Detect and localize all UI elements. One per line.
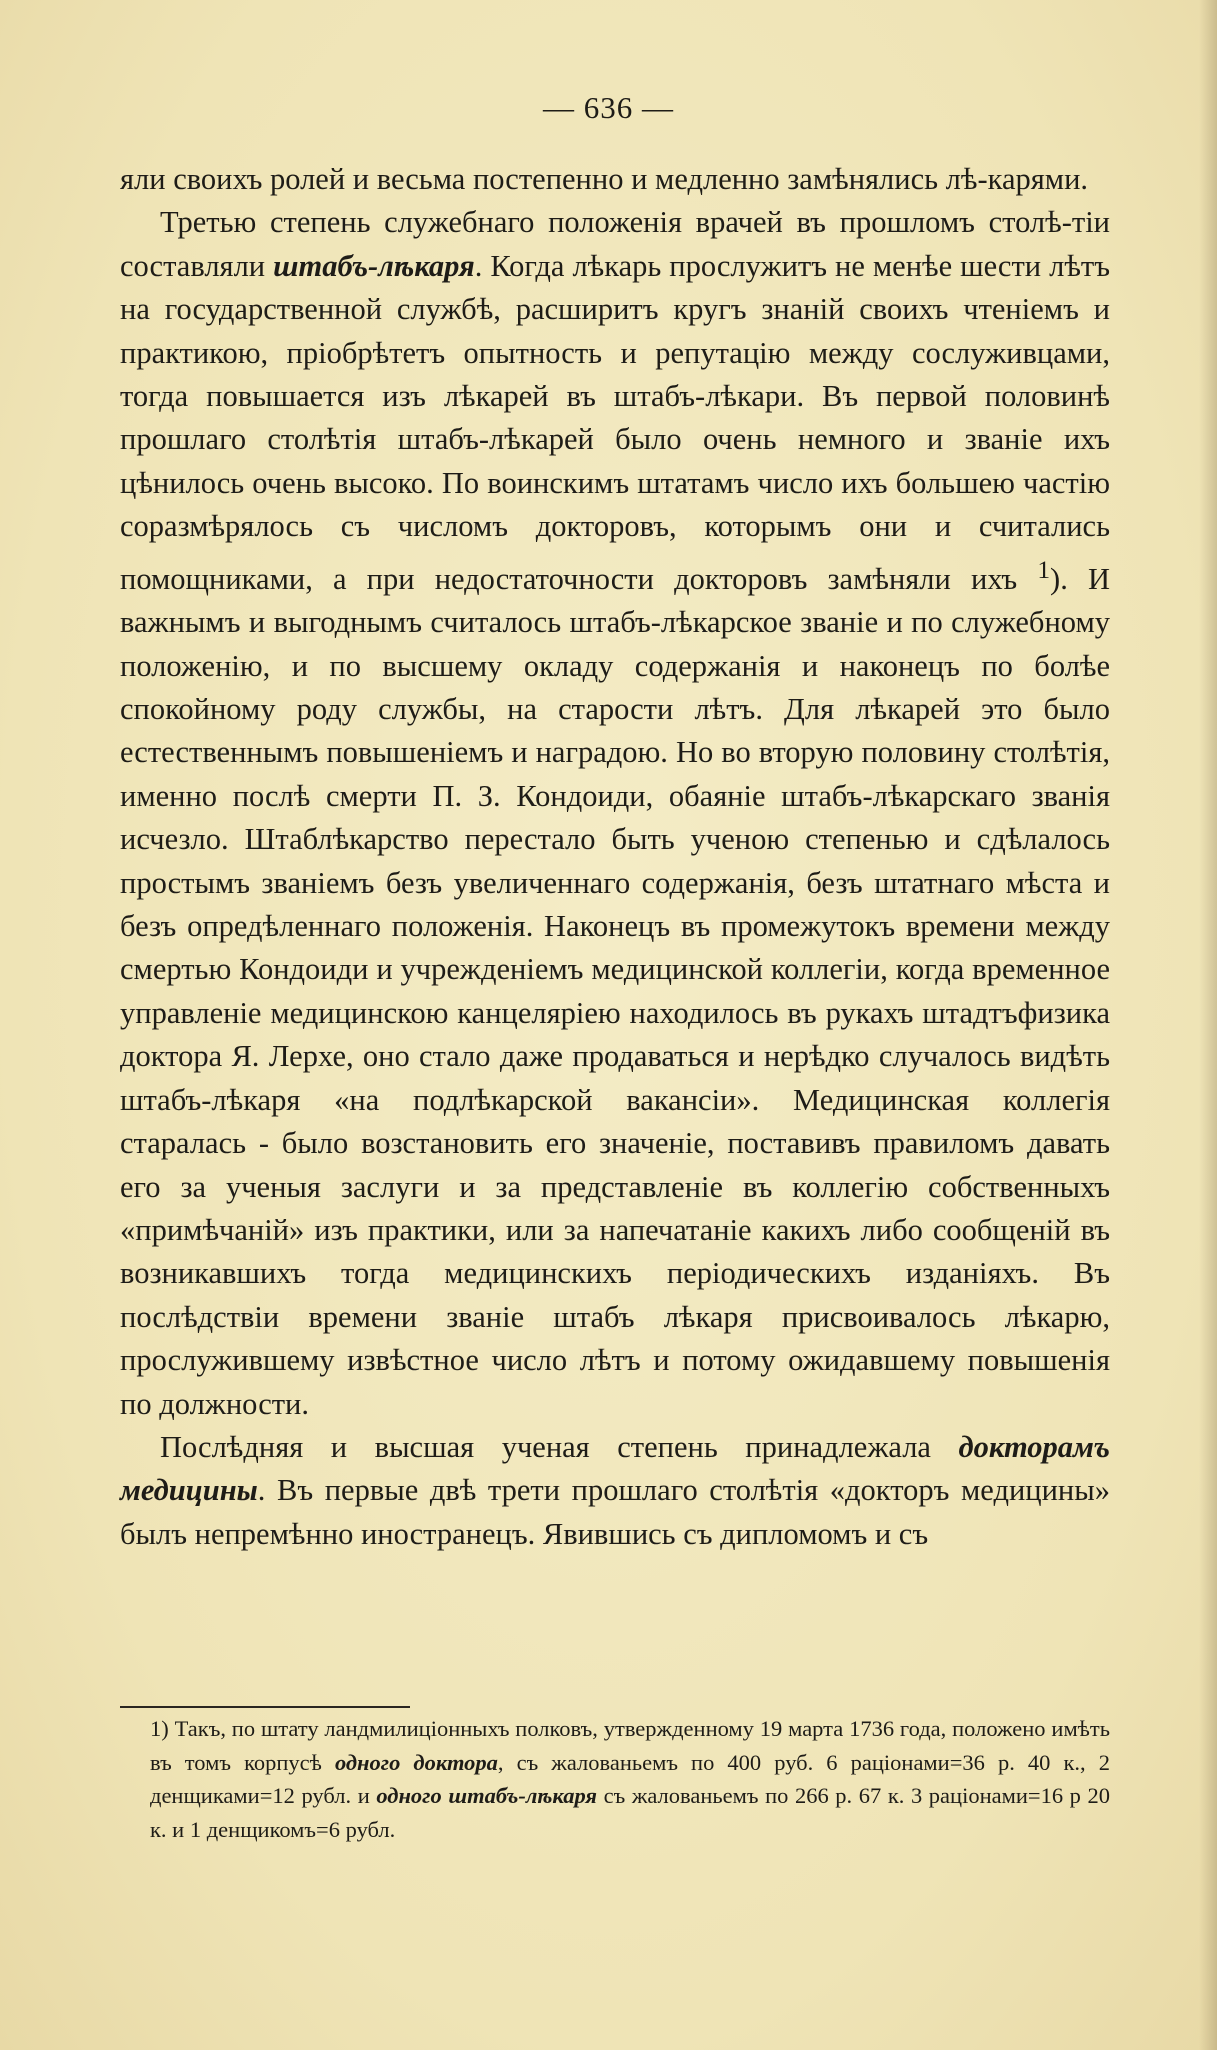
page-number: — 636 —	[543, 90, 674, 125]
emphasis-shtab-lekarya: штабъ-лѣкаря	[273, 248, 475, 283]
text-run: ). И важнымъ и выгоднымъ считалось штабъ-лѣкарское званіе и по служебному положенію, и по высшему окладу содержанія и наконецъ по болѣе спокойному роду службы, на старости лѣтъ. Для лѣкарей это было естественнымъ повышеніемъ и наградою. Но во вторую половину столѣтія, именно послѣ смерти П. З. Кондоиди, обаяніе штабъ-лѣкарскаго званія исчезло. Штаблѣкарство перестало быть ученою степенью и сдѣлалось простымъ званіемъ безъ увеличеннаго содержанія, безъ штатнаго мѣста и безъ опредѣленнаго положенія. Наконецъ въ промежутокъ времени между смертью Кондоиди и учрежденіемъ медицинской коллегіи, когда временное управленіе медицинскою канцеляріею находилось въ рукахъ штадтъфизика доктора Я. Лерхе, оно стало даже продаваться и нерѣдко случалось видѣть штабъ-лѣкаря «на подлѣкарской вакансіи». Медицинская коллегія старалась - было возстановить его значеніе, поставивъ правиломъ давать его за ученыя заслуги и за представленіе въ коллегію собственныхъ «примѣчаній» изъ практики, или за напечатаніе какихъ либо сообщеній въ возникавшихъ тогда медицинскихъ періодическихъ изданіяхъ. Въ послѣдствіи времени званіе штабъ лѣкаря присвоивалось лѣкарю, прослужившему извѣстное число лѣтъ и потому ожидавшему повышенія по должности.	[120, 561, 1110, 1421]
footnote-reference: 1	[1037, 555, 1051, 584]
text-run: Такъ, по штату ландмилиціонныхъ полковъ, утвержденному 19 марта 1736 года, положено имѣть въ томъ корпусѣ	[150, 1716, 1110, 1775]
footnote	[150, 1712, 1110, 1846]
text-run: съ жалованьемъ по 266 р. 67 к. 3 раціонами=16 р 20 к. и 1 денщикомъ=6 рубл.	[150, 1783, 1110, 1842]
text-run: . Когда лѣкарь прослужитъ не менѣе шести лѣтъ на государственной службѣ, расширитъ кругъ знаній своихъ чтеніемъ и практикою, пріобрѣтетъ опытность и репутацію между сослуживцами, тогда повышается изъ лѣкарей въ штабъ-лѣкари. Въ первой половинѣ прошлаго столѣтія штабъ-лѣкарей было очень немного и званіе ихъ цѣнилось очень высоко. По воинскимъ штатамъ число ихъ большею частію соразмѣрялось съ числомъ докторовъ, которымъ они и считались помощниками, а при недостаточности докторовъ замѣняли ихъ	[120, 248, 1110, 596]
footnote-marker: 1)	[150, 1716, 169, 1741]
paragraph-continuation: яли своихъ ролей и весьма постепенно и медленно замѣнялись лѣ-карями.	[120, 162, 1089, 196]
text-run: . Въ первые двѣ трети прошлаго столѣтія «докторъ медицины» былъ непремѣнно иностранецъ. Явившись съ дипломомъ и съ	[120, 1473, 1110, 1551]
text-run: Послѣдняя и высшая ученая степень принадлежала	[160, 1429, 959, 1464]
paragraph-doctors-of-medicine	[120, 1426, 1110, 1556]
text-run: Третью степень служебнаго положенія врачей въ прошломъ столѣ-тіи составляли	[120, 205, 1110, 283]
text-run: , съ жалованьемъ по 400 руб. 6 раціонами=36 р. 40 к., 2 денщиками=12 рубл. и	[150, 1749, 1111, 1808]
emphasis-odnogo-shtab-lekarya: одного штабъ-лѣкаря	[376, 1783, 598, 1808]
body-text	[120, 158, 1110, 1556]
paragraph-staff-physicians	[120, 201, 1110, 1426]
footnote-divider	[120, 1706, 410, 1708]
emphasis-doktoram-mediciny: докторамъ медицины	[120, 1429, 1110, 1508]
emphasis-odnogo-doktora: одного доктора	[334, 1749, 498, 1775]
footnote-text	[150, 1712, 1110, 1846]
page-edge-shadow	[1199, 0, 1217, 2050]
